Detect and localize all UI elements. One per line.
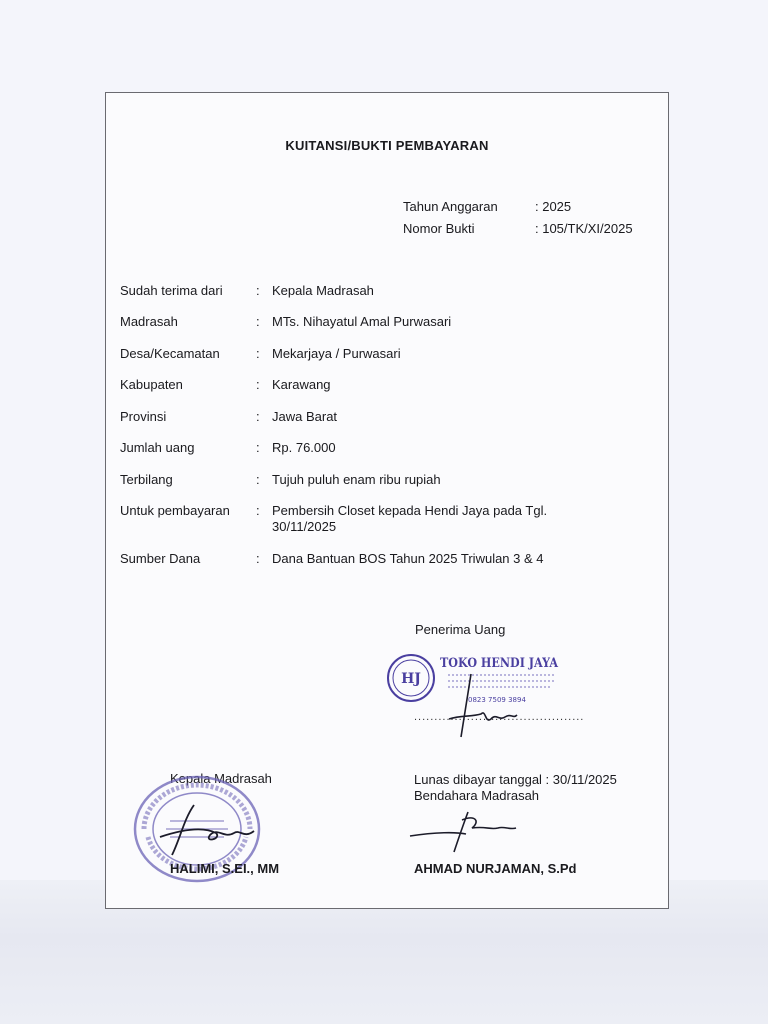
field-value: Rp. 76.000 <box>272 440 336 455</box>
treasurer-title: Bendahara Madrasah <box>414 788 540 803</box>
field-label: Provinsi <box>120 409 167 424</box>
receiver-signature <box>441 669 531 739</box>
field-colon: : <box>256 503 260 518</box>
field-colon: : <box>256 472 260 487</box>
field-value: Karawang <box>272 377 331 392</box>
field-colon: : <box>256 314 260 329</box>
treasurer-signature <box>406 808 526 858</box>
field-label: Sudah terima dari <box>120 283 223 298</box>
headmaster-name: HALIMI, S.EI., MM <box>170 861 280 876</box>
field-label: Sumber Dana <box>120 551 201 566</box>
field-colon: : <box>256 346 260 361</box>
meta-value: : 105/TK/XI/2025 <box>535 221 633 236</box>
payment-date-note: Lunas dibayar tanggal : 30/11/2025 <box>414 772 617 787</box>
field-colon: : <box>256 409 260 424</box>
treasurer-name: AHMAD NURJAMAN, S.Pd <box>414 861 577 876</box>
receiver-signature-line: .......................................... <box>414 711 585 723</box>
field-value: Tujuh puluh enam ribu rupiah <box>272 472 441 487</box>
receipt-document <box>105 92 669 909</box>
field-value: MTs. Nihayatul Amal Purwasari <box>272 314 452 329</box>
field-label: Untuk pembayaran <box>120 503 230 518</box>
headmaster-signature <box>154 799 264 859</box>
field-colon: : <box>256 377 260 392</box>
field-value: Pembersih Closet kepada Hendi Jaya pada Tgl. 30/11/2025 <box>272 503 548 534</box>
meta-value: : 2025 <box>535 199 572 214</box>
field-colon: : <box>256 551 260 566</box>
field-label: Desa/Kecamatan <box>120 346 220 361</box>
field-label: Jumlah uang <box>120 440 195 455</box>
field-value: Kepala Madrasah <box>272 283 374 298</box>
field-label: Kabupaten <box>120 377 183 392</box>
field-label: Terbilang <box>120 472 173 487</box>
svg-text:TOKO HENDI JAYA: TOKO HENDI JAYA <box>440 656 559 671</box>
meta-label: Tahun Anggaran <box>403 199 498 214</box>
receipt-title: KUITANSI/BUKTI PEMBAYARAN <box>285 138 489 153</box>
svg-text:HJ: HJ <box>401 671 421 687</box>
field-value: Dana Bantuan BOS Tahun 2025 Triwulan 3 & 4 <box>272 551 544 566</box>
field-colon: : <box>256 283 260 298</box>
field-value: Jawa Barat <box>272 409 338 424</box>
field-value: Mekarjaya / Purwasari <box>272 346 401 361</box>
field-colon: : <box>256 440 260 455</box>
field-label: Madrasah <box>120 314 178 329</box>
svg-text:0823 7509 3894: 0823 7509 3894 <box>468 696 526 704</box>
receiver-title: Penerima Uang <box>415 622 506 637</box>
headmaster-title: Kepala Madrasah <box>170 771 272 786</box>
meta-label: Nomor Bukti <box>403 221 475 236</box>
